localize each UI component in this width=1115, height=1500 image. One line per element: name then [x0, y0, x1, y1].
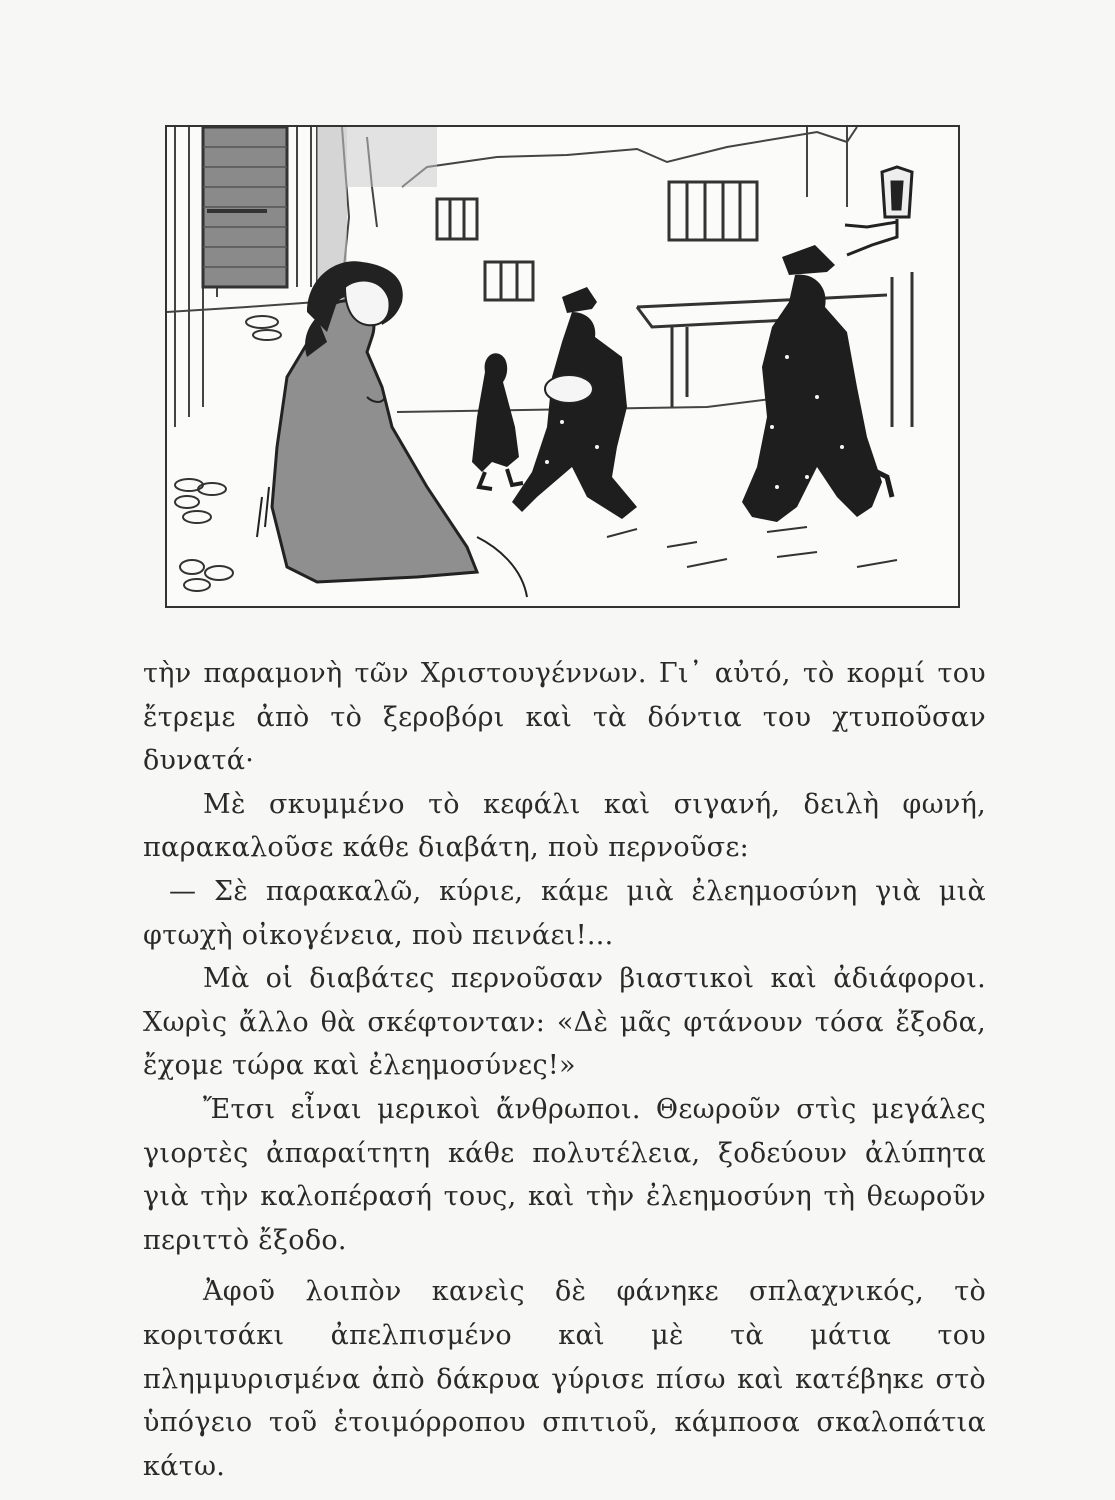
left-window: [203, 127, 287, 287]
paragraph-4: Μὰ οἱ διαβάτες περνοῦσαν βιαστικοὶ καὶ ἀδιάφοροι. Χωρὶς ἄλλο θὰ σκέφτονταν: «Δὲ μᾶς φτάνουν τόσα ἔξοδα, ἔχομε τώρα καὶ ἐλεημοσύνες!»: [143, 963, 986, 1082]
child-figure: [472, 353, 523, 489]
street-scene-illustration: [165, 125, 960, 608]
paragraph-3-dialogue: — Σὲ παρακαλῶ, κύριε, κάμε μιὰ ἐλεημοσύνη γιὰ μιὰ φτωχὴ οἰκογένεια, ποὺ πεινάει!...: [143, 875, 986, 951]
street-scene-drawing: [167, 127, 958, 606]
man-figure-right: [742, 245, 892, 522]
paragraph-2: Μὲ σκυμμένο τὸ κεφάλι καὶ σιγανή, δειλὴ φωνή, παρακαλοῦσε κάθε διαβάτη, ποὺ περνοῦσε:: [143, 788, 986, 864]
back-windows: [437, 182, 757, 300]
street-lamp: [845, 167, 912, 255]
paragraph-1: τὴν παραμονὴ τῶν Χριστουγέννων. Γι᾽ αὐτό, τὸ κορμί του ἔτρεμε ἀπὸ τὸ ξεροβόρι καὶ τὰ δόντια του χτυποῦσαν δυνατά·: [143, 658, 986, 777]
paragraph-6: Ἀφοῦ λοιπὸν κανεὶς δὲ φάνηκε σπλαχνικός, τὸ κοριτσάκι ἀπελπισμένο καὶ μὲ τὰ μάτια του πλημμυρισμένα ἀπὸ δάκρυα γύρισε πίσω καὶ κατέβηκε στὸ ὑπόγειο τοῦ ἑτοιμόρροπου σπιτιοῦ, κάμποσα σκαλοπάτια κάτω.: [143, 1276, 986, 1482]
man-figure-middle: [512, 287, 637, 519]
story-text: [143, 652, 986, 1488]
paragraph-5: Ἔτσι εἶναι μερικοὶ ἄνθρωποι. Θεωροῦν στὶς μεγάλες γιορτὲς ἀπαραίτητη κάθε πολυτέλεια, ξοδεύουν ἀλύπητα γιὰ τὴν καλοπέρασή τους, καὶ τὴν ἐλεημοσύνη τὴ θεωροῦν περιττὸ ἔξοδο.: [143, 1093, 986, 1256]
